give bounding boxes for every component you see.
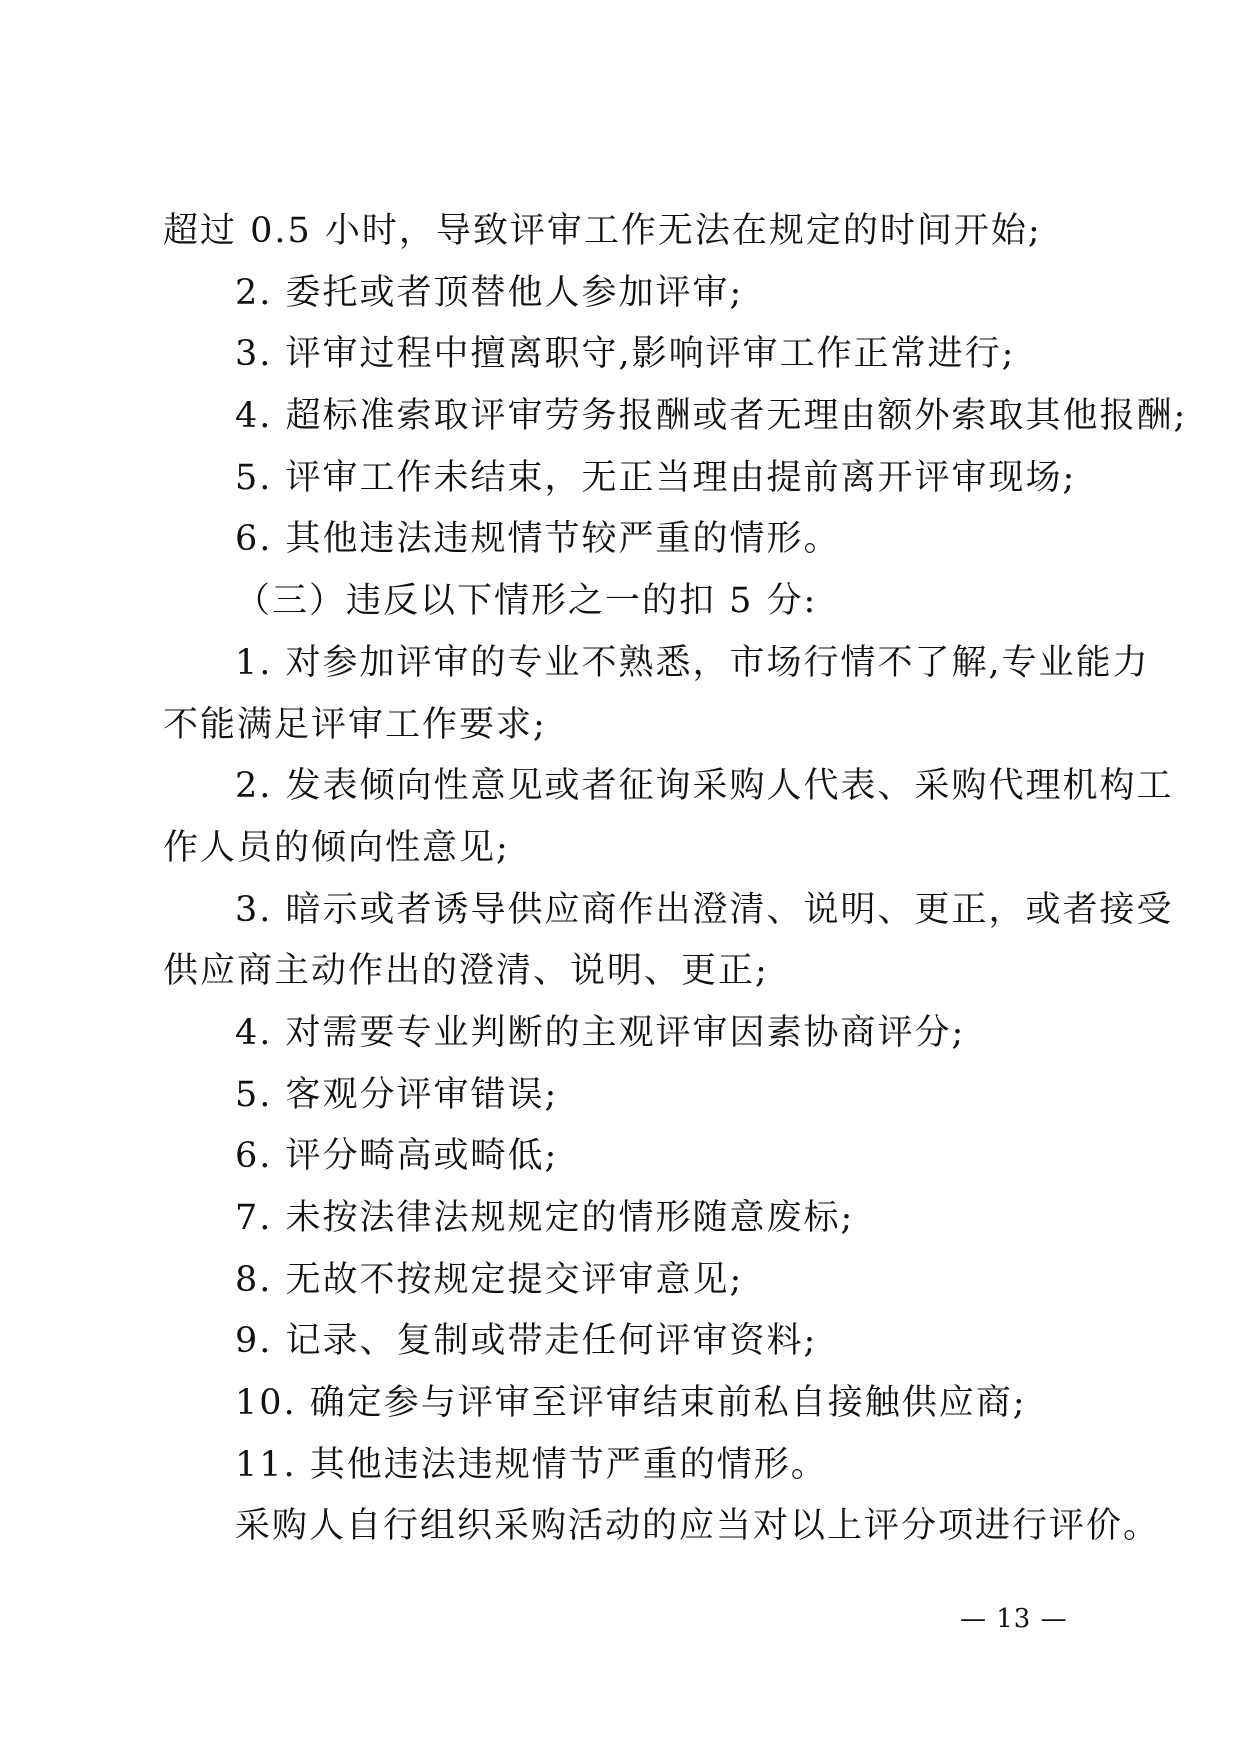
list-item: 11. 其他违法违规情节严重的情形。 <box>235 1444 828 1485</box>
document-body <box>163 211 1188 1571</box>
list-item: 4. 对需要专业判断的主观评审因素协商评分; <box>235 1012 966 1053</box>
section-heading: （三）违反以下情形之一的扣 5 分: <box>235 581 818 622</box>
closing-paragraph: 采购人自行组织采购活动的应当对以上评分项进行评价。 <box>235 1506 1161 1547</box>
list-item: 8. 无故不按规定提交评审意见; <box>235 1259 744 1300</box>
list-item: 2. 委托或者顶替他人参加评审; <box>235 272 744 313</box>
list-item: 3. 评审过程中擅离职守,影响评审工作正常进行; <box>235 334 1016 375</box>
list-item: 10. 确定参与评审至评审结束前私自接触供应商; <box>235 1383 1027 1424</box>
page-number: — 13 — <box>960 1604 1068 1634</box>
list-item: 1. 对参加评审的专业不熟悉，市场行情不了解,专业能力 <box>235 642 1150 683</box>
list-item: 6. 评分畸高或畸低; <box>235 1136 559 1177</box>
list-item-continuation: 作人员的倾向性意见; <box>163 827 510 868</box>
list-item-continuation: 供应商主动作出的澄清、说明、更正; <box>163 951 769 992</box>
list-item: 9. 记录、复制或带走任何评审资料; <box>235 1321 818 1362</box>
list-item: 5. 客观分评审错误; <box>235 1074 559 1115</box>
list-item: 2. 发表倾向性意见或者征询采购人代表、采购代理机构工 <box>235 766 1174 807</box>
list-item: 4. 超标准索取评审劳务报酬或者无理由额外索取其他报酬; <box>235 396 1188 437</box>
list-item: 5. 评审工作未结束，无正当理由提前离开评审现场; <box>235 457 1077 498</box>
list-item: 6. 其他违法违规情节较严重的情形。 <box>235 519 841 560</box>
list-item: 7. 未按法律法规规定的情形随意废标; <box>235 1198 855 1238</box>
list-item: 3. 暗示或者诱导供应商作出澄清、说明、更正，或者接受 <box>235 889 1174 930</box>
text-line: 超过 0.5 小时，导致评审工作无法在规定的时间开始; <box>163 211 1042 251</box>
list-item-continuation: 不能满足评审工作要求; <box>163 704 547 745</box>
